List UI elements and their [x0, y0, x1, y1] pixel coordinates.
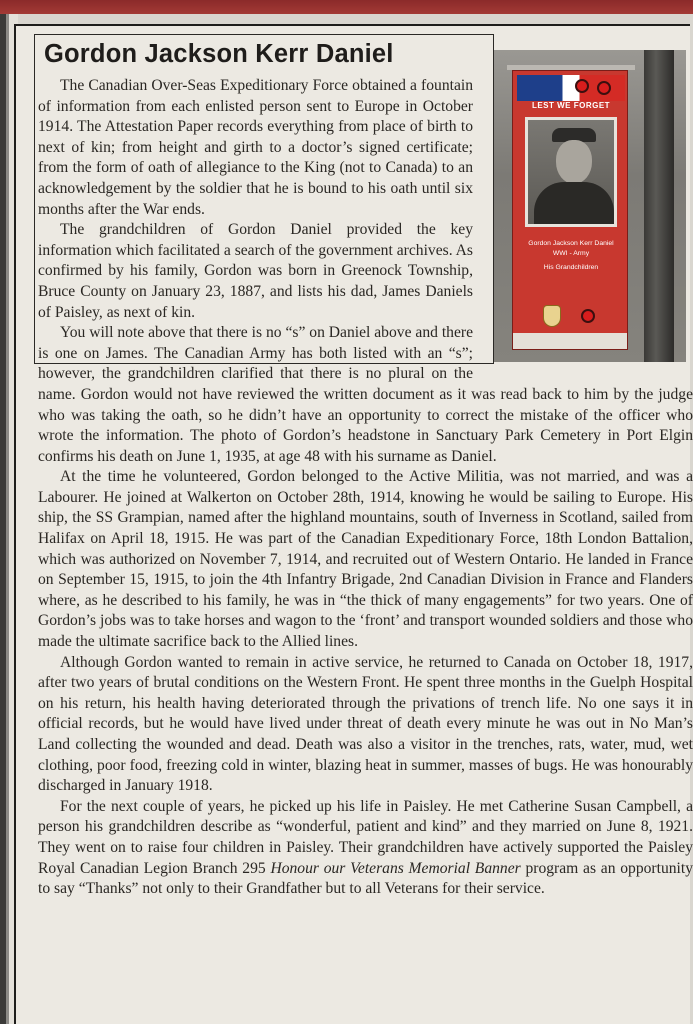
poppy-icon [575, 79, 589, 93]
paragraph-family [38, 797, 693, 900]
banner-top-label: LEST WE FORGET [531, 101, 611, 110]
paragraph-attestation: The Canadian Over-Seas Expeditionary Force obtained a fountain of information from each enlisted person sent to Europe in October 1914. The Attestation Paper records everything from place of birth to next of kin; from height and girth to a doctor’s signed certificate; from the form of oath of allegiance to the King (not to Canada) to an acknowledgement by the soldier that he is bound to his oath until six months after the War ends. [38, 77, 473, 218]
poppy-icon [597, 81, 611, 95]
paragraph-surname: You will note above that there is no “s” on Daniel above and there is one on James. The Canadian Army has both listed with an “s”; however, the grandchildren clarified that there is no plural on the name. Gordon would not have reviewed the written document as it was read back to him by the judge who was taking the oath, so he didn’t have an opportunity to correct the mistake of the officer who wrote the information. The photo of Gordon’s headstone in Sanctuary Park Cemetery in Port Elgin confirms his death on June 1, 1935, at age 48 with his surname as Daniel. [38, 324, 693, 465]
paragraph-family-text: For the next couple of years, he picked up his life in Paisley. He met Catherine Susan Campbell, a person his grandchildren describe as “wonderful, patient and kind” and they married on June 8, 1921. They went on to raise four children in Paisley. Their grandchildren have actively supported the Paisley Royal Canadian Legion Branch 295 [38, 797, 693, 877]
banner-caption [517, 239, 625, 273]
newspaper-article [14, 24, 693, 1024]
poppy-icon [581, 309, 595, 323]
memorial-banner [512, 70, 628, 350]
uniform-icon [534, 182, 614, 227]
soldier-portrait [525, 117, 617, 227]
memorial-banner-photo [494, 50, 686, 362]
banner-bottom-band [513, 333, 627, 349]
page-top-border [0, 0, 693, 14]
banner-caption-service: WWI - Army [552, 250, 590, 257]
face-icon [556, 140, 592, 184]
paragraph-enlistment: At the time he volunteered, Gordon belonged to the Active Militia, was not married, and was a Labourer. He joined at Walkerton on October 28th, 1914, knowing he would be sailing to Europe. His ship, the SS Grampian, named after the highland mountains, south of Inverness in Scotland, sailed from Halifax on April 18, 1915. He was part of the Canadian Expeditionary Force, 18th London Battalion, which was authorized on November 7, 1914, and recruited out of Western Ontario. He landed in France on September 15, 1915, to join the 4th Infantry Brigade, 2nd Canadian Division in France and Flanders where, as he described to his family, he was in “the thick of many engagements” for two years. One of Gordon’s jobs was to take horses and wagon to the ‘front’ and transport wounded soldiers and those who made the ultimate sacrifice back to the Allied lines. [38, 468, 693, 651]
paragraph-grandchildren: The grandchildren of Gordon Daniel provided the key information which facilitated a search of the government archives. As confirmed by his family, Gordon was born in Greenock Township, Bruce County on January 23, 1887, and lists his dad, James Daniels of Paisley, as next of kin. [38, 221, 473, 321]
legion-badge-icon [543, 305, 561, 327]
banner-rod [507, 65, 635, 70]
banner-program-name: Honour our Veterans Memorial Banner [270, 859, 521, 877]
article-title: Gordon Jackson Kerr Daniel [44, 40, 394, 68]
paragraph-return: Although Gordon wanted to remain in active service, he returned to Canada on October 18, 1917, after two years of brutal conditions on the Western Front. He spent three months in the Guelph Hospital on his return, his health having deteriorated through the privations of trench life. No one says it in official records, but he would have lived under threat of death every minute he was out in No Man’s Land collecting the wounded and dead. Death was also a visitor in the trenches, rats, water, mud, wet clothing, poor food, freezing cold in winter, blazing heat in summer, masses of bugs. He was honourably discharged in January 1918. [38, 653, 693, 795]
paragraph-family-end: program as an opportunity to say “Thanks” not only to their Grandfather but to all Veterans for their service. [38, 859, 693, 898]
lamp-pole [644, 50, 674, 362]
banner-caption-name: Gordon Jackson Kerr Daniel [528, 240, 614, 247]
banner-caption-sponsor: His Grandchildren [543, 264, 599, 271]
